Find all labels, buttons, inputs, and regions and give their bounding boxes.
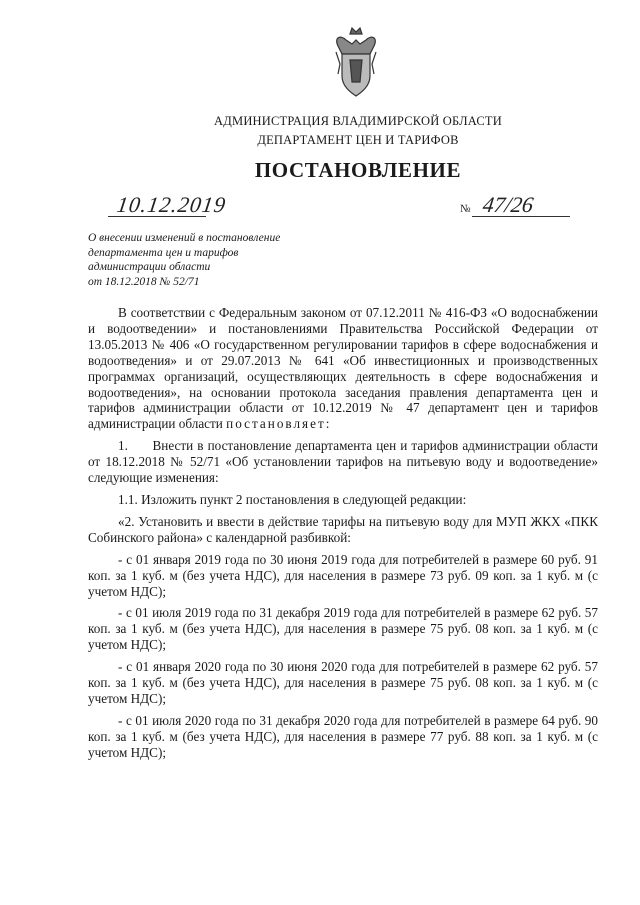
document-body: [88, 305, 598, 761]
number-underline: [472, 216, 570, 217]
preamble-text: В соответствии с Федеральным законом от 07.12.2011 № 416-ФЗ «О водоснабжении и водоотведении» и постановлениями Правительства Российской Федерации от 13.05.2013 № 406 «О государственном регулировании тарифов в сфере водоснабжения и водоотведения» и от 29.07.2013 № 641 «Об инвестиционных и производственных программах организаций, осуществляющих деятельность в сфере водоснабжения и водоотведения», на основании протокола заседания правления департамента цен и тарифов администрации области от 10.12.2019 № 47 департамент цен и тарифов администрации области: [88, 305, 598, 432]
document-subject: [88, 231, 328, 289]
subject-line: от 18.12.2018 № 52/71: [88, 275, 200, 288]
document-date: 10.12.2019: [115, 192, 228, 217]
item-1-1: 1.1. Изложить пункт 2 постановления в следующей редакции:: [118, 491, 467, 507]
tariff-item: - с 01 июля 2019 года по 31 декабря 2019 года для потребителей в размере 62 руб. 57 коп. за 1 куб. м (без учета НДС), для населения в размере 75 руб. 08 коп. за 1 куб. м (с учетом НДС);: [88, 605, 598, 653]
subject-line: департамента цен и тарифов: [88, 246, 239, 259]
coat-of-arms-icon: [330, 24, 382, 100]
tariff-item: - с 01 июля 2020 года по 31 декабря 2020 года для потребителей в размере 64 руб. 90 коп. за 1 куб. м (без учета НДС), для населения в размере 77 руб. 88 коп. за 1 куб. м (с учетом НДС);: [88, 712, 598, 760]
document-number: 47/26: [481, 192, 535, 217]
department-name: ДЕПАРТАМЕНТ ЦЕН И ТАРИФОВ: [257, 133, 459, 147]
quote-intro: «2. Установить и ввести в действие тарифы на питьевую воду для МУП ЖКХ «ПКК Собинского района» с календарной разбивкой:: [88, 513, 598, 545]
date-underline: [108, 216, 206, 217]
subject-line: О внесении изменений в постановление: [88, 232, 281, 244]
number-label: №: [460, 203, 471, 215]
subject-line: администрации области: [88, 261, 211, 273]
organization-name: АДМИНИСТРАЦИЯ ВЛАДИМИРСКОЙ ОБЛАСТИ: [214, 114, 502, 128]
item-1: 1. Внести в постановление департамента цен и тарифов администрации области от 18.12.2018 № 52/71 «Об установлении тарифов на питьевую воду и водоотведение» следующие изменения:: [88, 438, 598, 486]
tariff-item: - с 01 января 2020 года по 30 июня 2020 года для потребителей в размере 62 руб. 57 коп. за 1 куб. м (без учета НДС), для населения в размере 75 руб. 08 коп. за 1 куб. м (с учетом НДС);: [88, 659, 598, 706]
preamble-paragraph: [88, 305, 598, 432]
resolves-word: постановляет:: [226, 416, 332, 432]
tariff-item: - с 01 января 2019 года по 30 июня 2019 года для потребителей в размере 60 руб. 91 коп. за 1 куб. м (без учета НДС), для населения в размере 73 руб. 09 коп. за 1 куб. м (с учетом НДС);: [88, 551, 598, 599]
document-title: ПОСТАНОВЛЕНИЕ: [254, 158, 462, 182]
